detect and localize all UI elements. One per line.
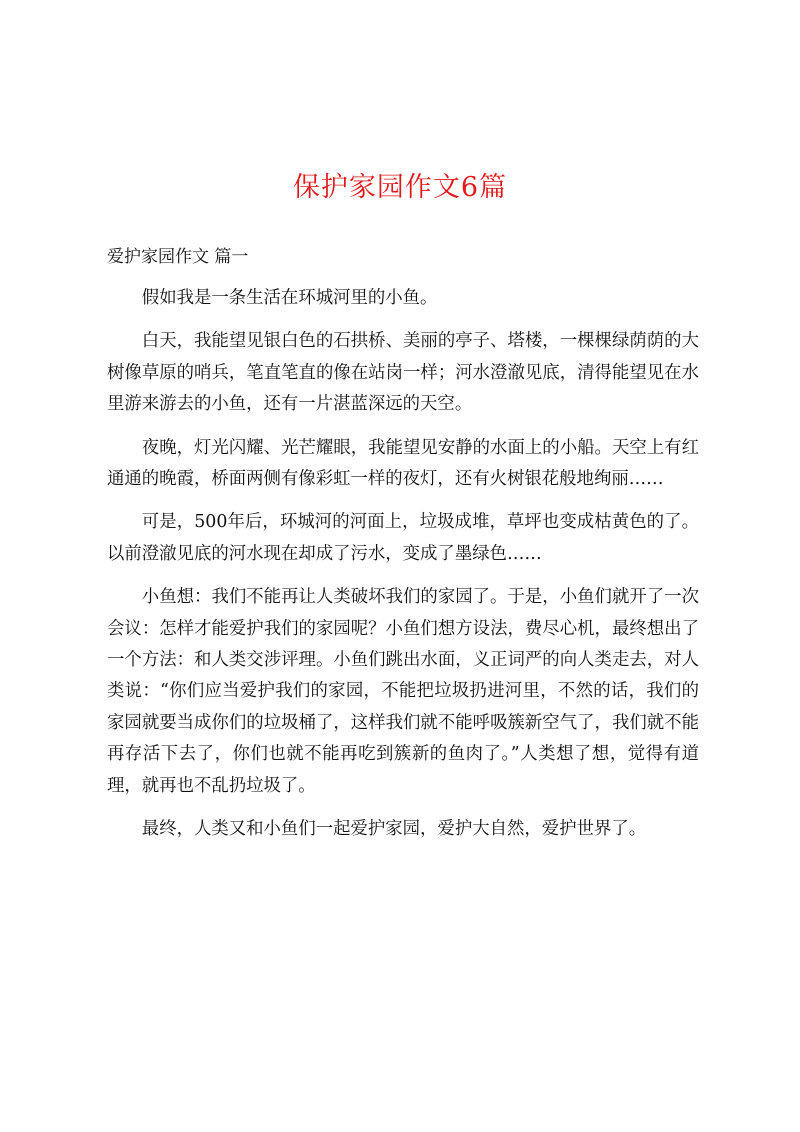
paragraph-5: 小鱼想：我们不能再让人类破坏我们的家园了。于是，小鱼们就开了一次会议：怎样才能爱护我们的家园呢？小鱼们想方设法，费尽心机，最终想出了一个方法：和人类交涉评理。小鱼们跳出水面，义正词严的向人类走去，对人类说：“你们应当爱护我们的家园，不能把垃圾扔进河里，不然的话，我们的家园就要当成你们的垃圾桶了，这样我们就不能呼吸簇新空气了，我们就不能再存活下去了，你们也就不能再吃到簇新的鱼肉了。”人类想了想，觉得有道理，就再也不乱扔垃圾了。 [107,587,699,796]
paragraph-4: 可是，500年后，环城河的河面上，垃圾成堆，草坪也变成枯黄色的了。以前澄澈见底的河水现在却成了污水，变成了墨绿色…… [107,512,699,564]
document-body [107,283,699,858]
paragraph-6: 最终，人类又和小鱼们一起爱护家园，爱护大自然，爱护世界了。 [141,819,647,840]
paragraph-3: 夜晚，灯光闪耀、光芒耀眼，我能望见安静的水面上的小船。天空上有红通通的晚霞，桥面两侧有像彩虹一样的夜灯，还有火树银花般地绚丽…… [107,437,699,490]
document-title: 保护家园作文6篇 [292,172,508,203]
section-heading: 爱护家园作文 篇一 [107,247,249,267]
paragraph-1: 假如我是一条生活在环城河里的小鱼。 [141,288,438,308]
paragraph-2: 白天，我能望见银白色的石拱桥、美丽的亭子、塔楼，一棵棵绿荫荫的大树像草原的哨兵，笔直笔直的像在站岗一样；河水澄澈见底，清得能望见在水里游来游去的小鱼，还有一片湛蓝深远的天空。 [107,331,699,415]
